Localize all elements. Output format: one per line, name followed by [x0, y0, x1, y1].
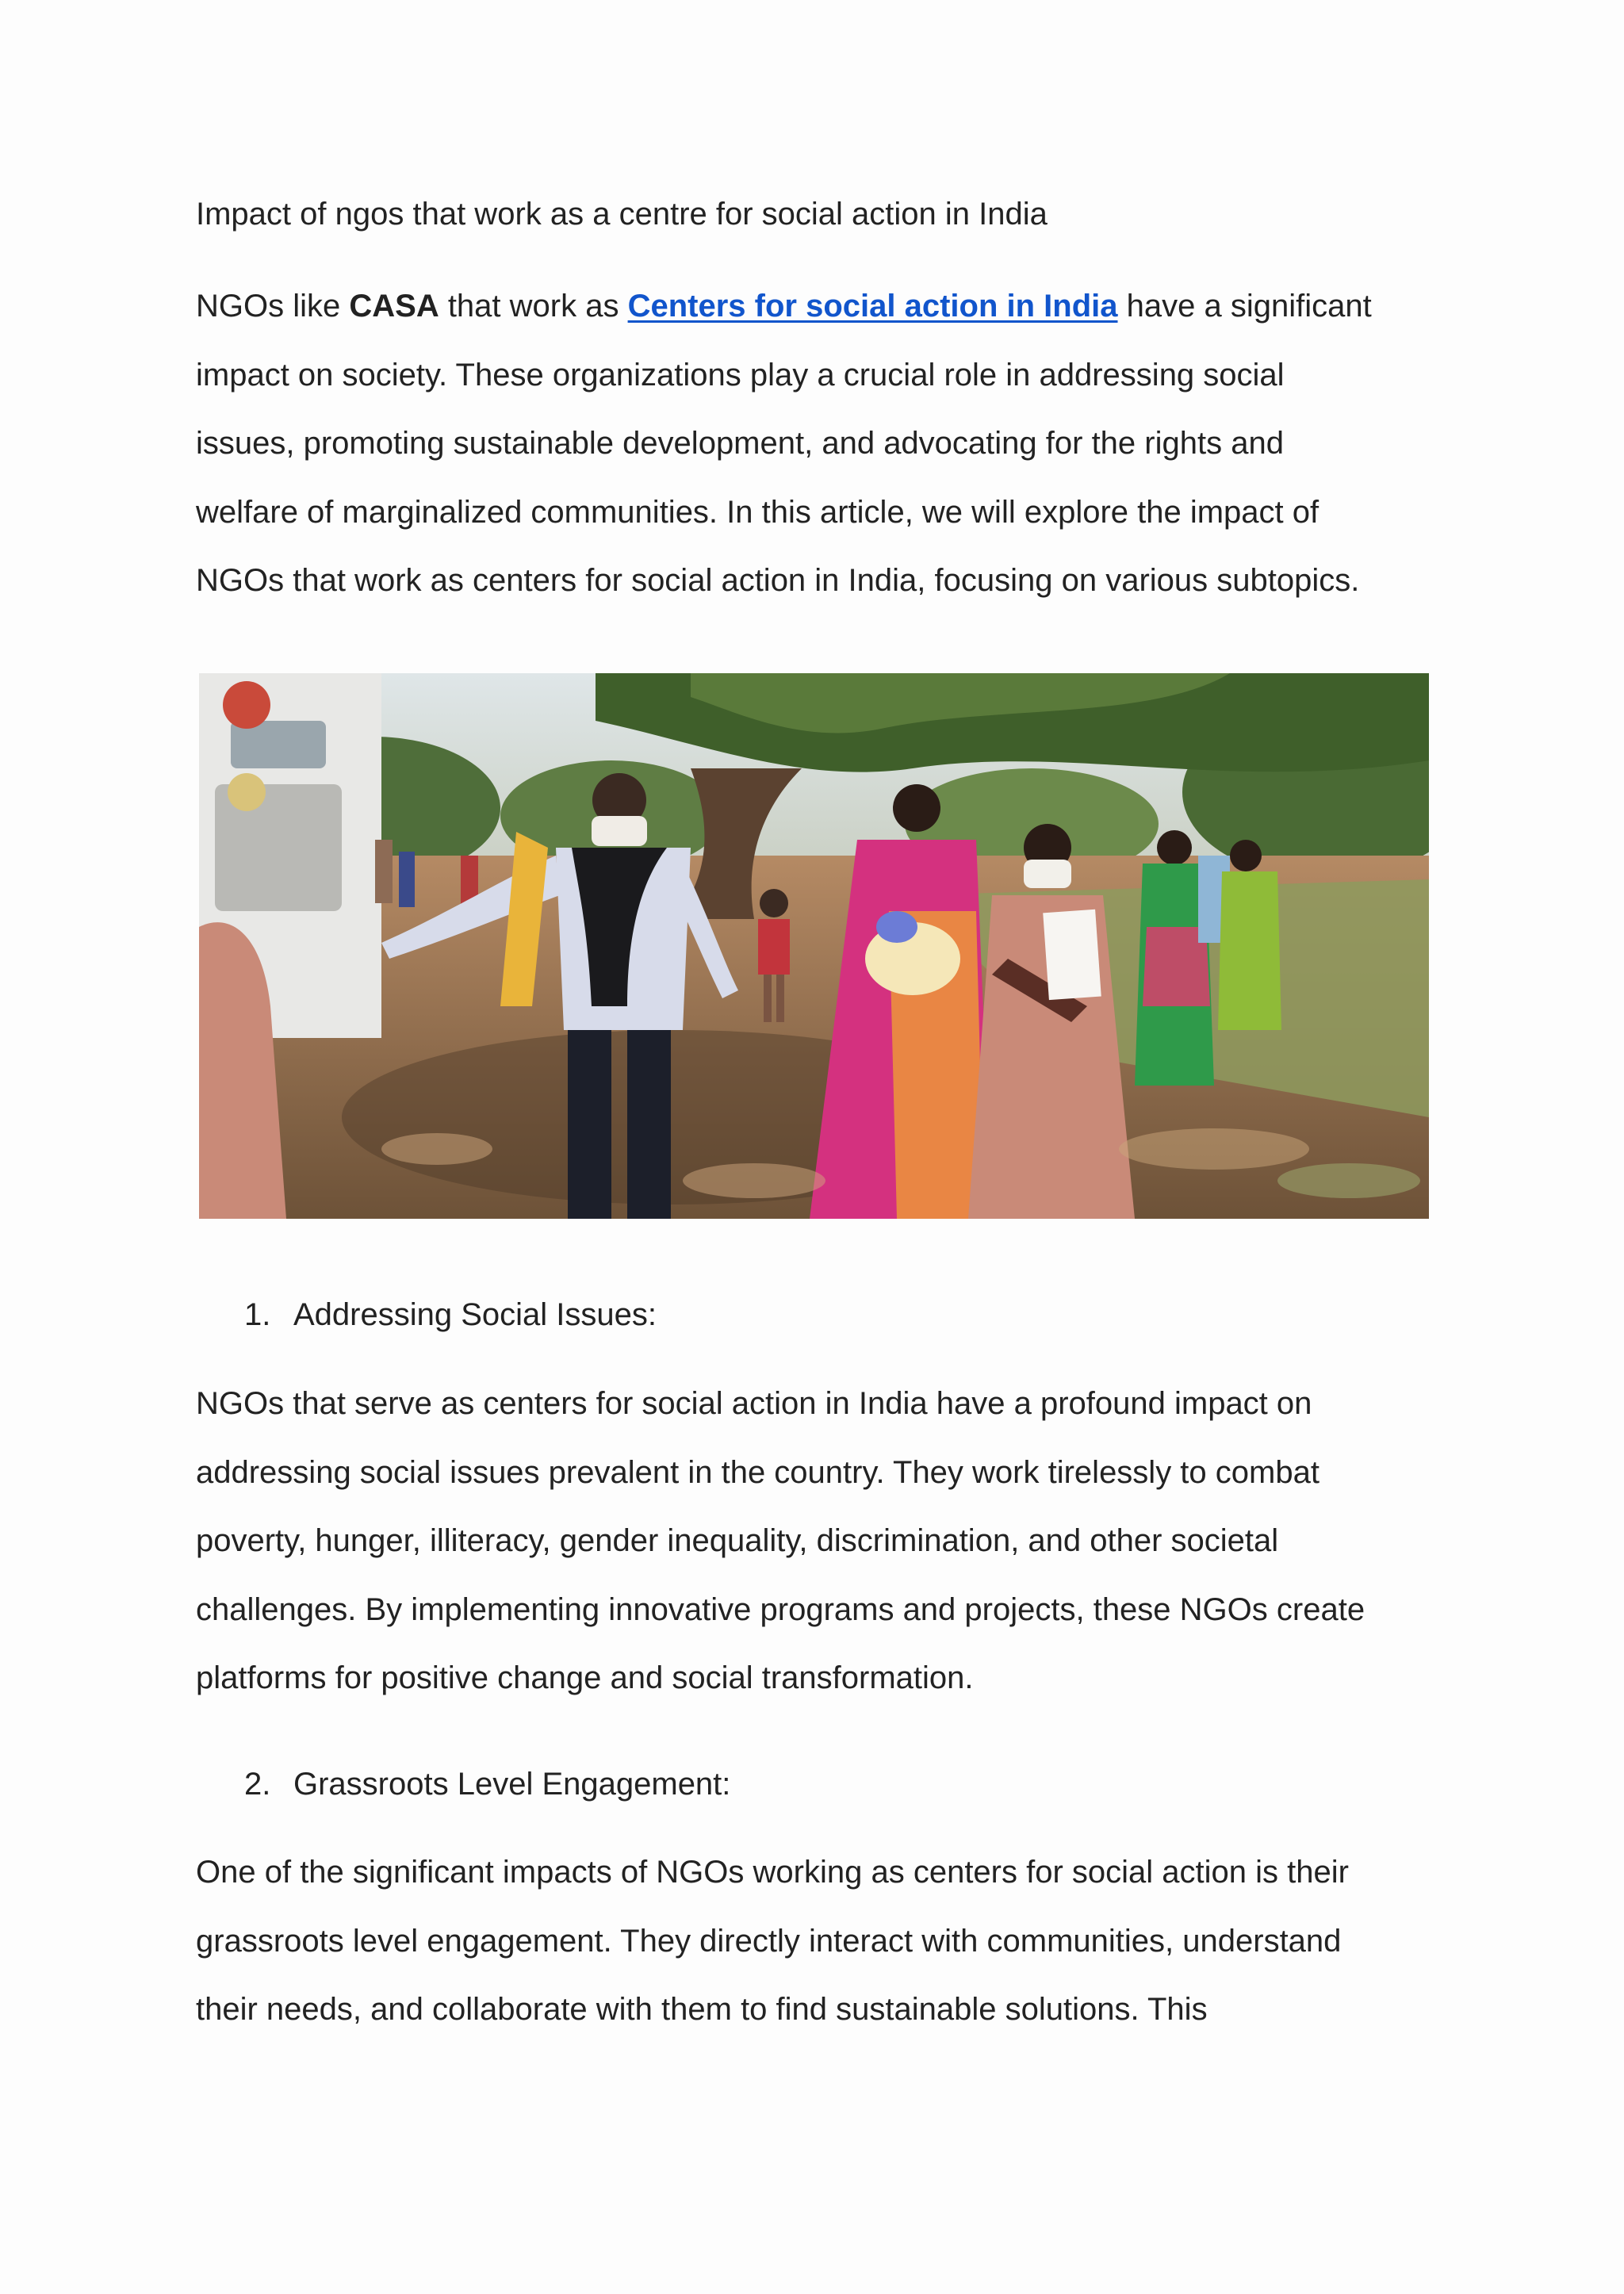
- section-1-paragraph: [196, 1369, 1449, 1713]
- intro-paragraph: [196, 272, 1449, 615]
- section-2-paragraph: [196, 1838, 1449, 2044]
- section-2-line: grassroots level engagement. They directly interact with communities, understand: [196, 1923, 1342, 1959]
- section-heading-addressing-social-issues: [244, 1291, 657, 1338]
- section-1-line: addressing social issues prevalent in the country. They work tirelessly to combat: [196, 1454, 1320, 1490]
- list-number: 1.: [244, 1297, 271, 1332]
- intro-line: issues, promoting sustainable development, and advocating for the rights and: [196, 426, 1284, 461]
- community-outreach-photo: [199, 673, 1429, 1219]
- section-heading-grassroots-level-engagement: [244, 1760, 730, 1808]
- section-heading-text: Grassroots Level Engagement:: [293, 1767, 731, 1802]
- intro-line1-tail: have a significant: [1117, 289, 1372, 324]
- centers-for-social-action-link[interactable]: Centers for social action in India: [627, 289, 1118, 324]
- intro-line: impact on society. These organizations play a crucial role in addressing social: [196, 357, 1285, 393]
- section-1-line: challenges. By implementing innovative programs and projects, these NGOs create: [196, 1591, 1365, 1627]
- section-2-line: One of the significant impacts of NGOs working as centers for social action is their: [196, 1855, 1349, 1890]
- org-name: CASA: [349, 289, 439, 324]
- intro-middle-text: that work as: [439, 289, 628, 324]
- section-1-line: poverty, hunger, illiteracy, gender inequality, discrimination, and other societal: [196, 1523, 1279, 1558]
- page-title: Impact of ngos that work as a centre for social action in India: [196, 197, 1048, 232]
- section-2-line: their needs, and collaborate with them to find sustainable solutions. This: [196, 1992, 1208, 2027]
- list-number: 2.: [244, 1767, 271, 1802]
- intro-line: welfare of marginalized communities. In this article, we will explore the impact of: [196, 494, 1320, 530]
- intro-lead-text: NGOs like: [196, 289, 350, 324]
- section-heading-text: Addressing Social Issues:: [293, 1297, 657, 1332]
- section-1-line: platforms for positive change and social transformation.: [196, 1660, 974, 1695]
- intro-line: NGOs that work as centers for social action in India, focusing on various subtopics.: [196, 563, 1360, 598]
- section-1-line: NGOs that serve as centers for social action in India have a profound impact on: [196, 1386, 1312, 1421]
- intro-line-1: [196, 272, 1449, 341]
